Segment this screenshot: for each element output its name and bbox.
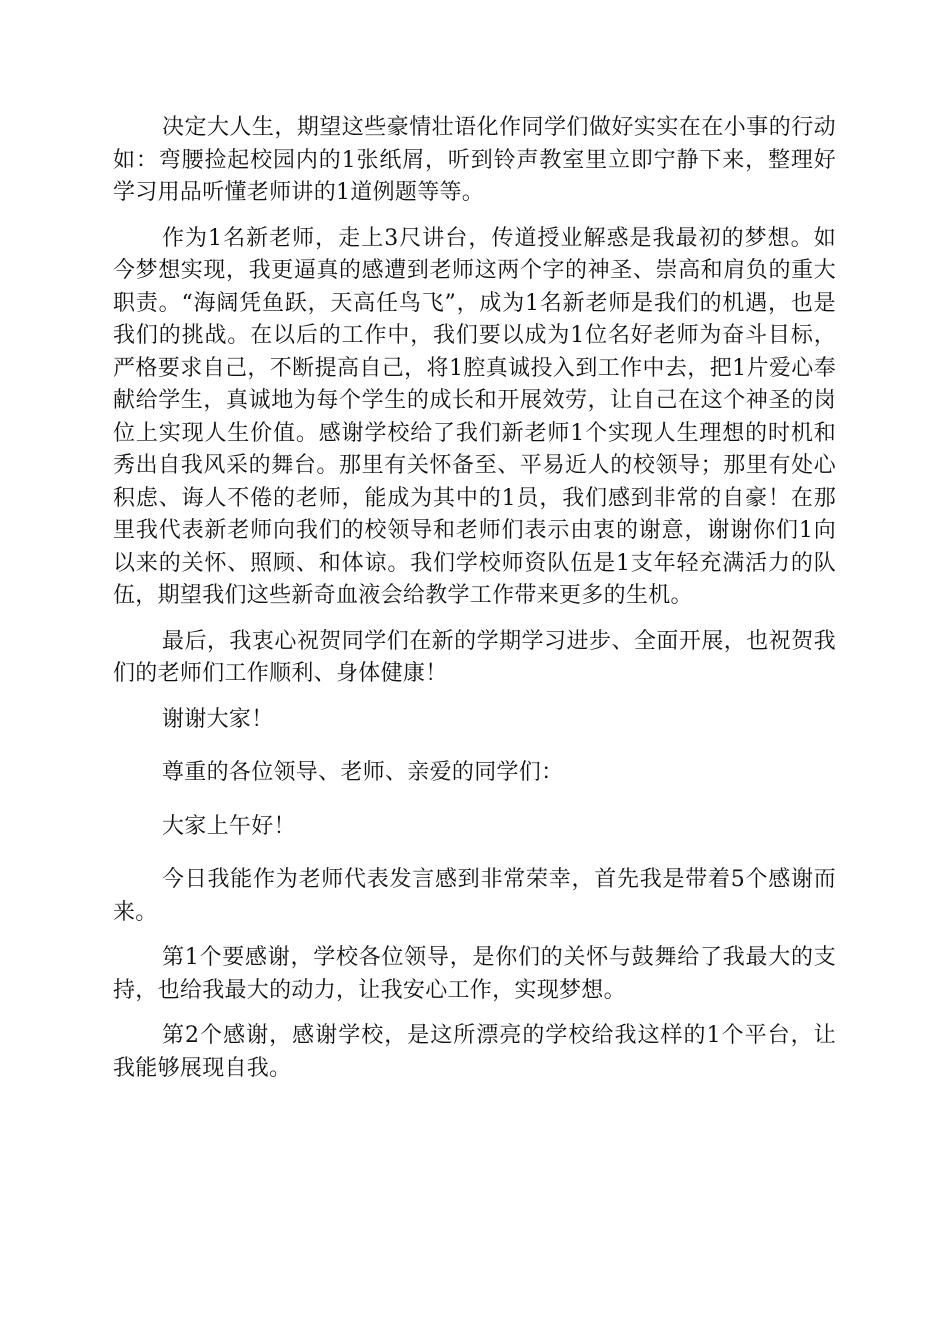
paragraph: 第1个要感谢，学校各位领导，是你们的关怀与鼓舞给了我最大的支持，也给我最大的动力，让我安心工作，实现梦想。 bbox=[113, 945, 836, 1003]
paragraph-greeting: 大家上午好！ bbox=[162, 813, 296, 839]
paragraph-salutation: 尊重的各位领导、老师、亲爱的同学们： bbox=[162, 760, 564, 785]
paragraph: 最后，我衷心祝贺同学们在新的学期学习进步、全面开展，也祝贺我们的老师们工作顺利、身体健康！ bbox=[113, 628, 836, 686]
paragraph: 作为1名新老师，走上3尺讲台，传道授业解惑是我最初的梦想。如今梦想实现，我更逼真的感遭到老师这两个字的神圣、崇高和肩负的重大职责。“海阔凭鱼跃，天高任鸟飞”，成为1名新老师是我们的机遇，也是我们的挑战。在以后的工作中，我们要以成为1位名好老师为奋斗目标，严格要求自己，不断提高自己，将1腔真诚投入到工作中去，把1片爱心奉献给学生，真诚地为每个学生的成长和开展效劳，让自己在这个神圣的岗位上实现人生价值。感谢学校给了我们新老师1个实现人生理想的时机和秀出自我风采的舞台。那里有关怀备至、平易近人的校领导；那里有处心积虑、诲人不倦的老师，能成为其中的1员，我们感到非常的自豪！在那里我代表新老师向我们的校领导和老师们表示由衷的谢意，谢谢你们1向以来的关怀、照顾、和体谅。我们学校师资队伍是1支年轻充满活力的队伍，期望我们这些新奇血液会给教学工作带来更多的生机。 bbox=[113, 225, 836, 608]
paragraph: 决定大人生，期望这些豪情壮语化作同学们做好实实在在小事的行动如：弯腰捡起校园内的1张纸屑，听到铃声教室里立即宁静下来，整理好学习用品听懂老师讲的1道例题等等。 bbox=[113, 115, 836, 205]
paragraph-closing-thanks: 谢谢大家！ bbox=[162, 706, 274, 732]
paragraph: 第2个感谢，感谢学校，是这所漂亮的学校给我这样的1个平台，让我能够展现自我。 bbox=[113, 1023, 836, 1081]
document-body bbox=[113, 112, 836, 1098]
paragraph: 今日我能作为老师代表发言感到非常荣幸，首先我是带着5个感谢而来。 bbox=[113, 867, 836, 925]
